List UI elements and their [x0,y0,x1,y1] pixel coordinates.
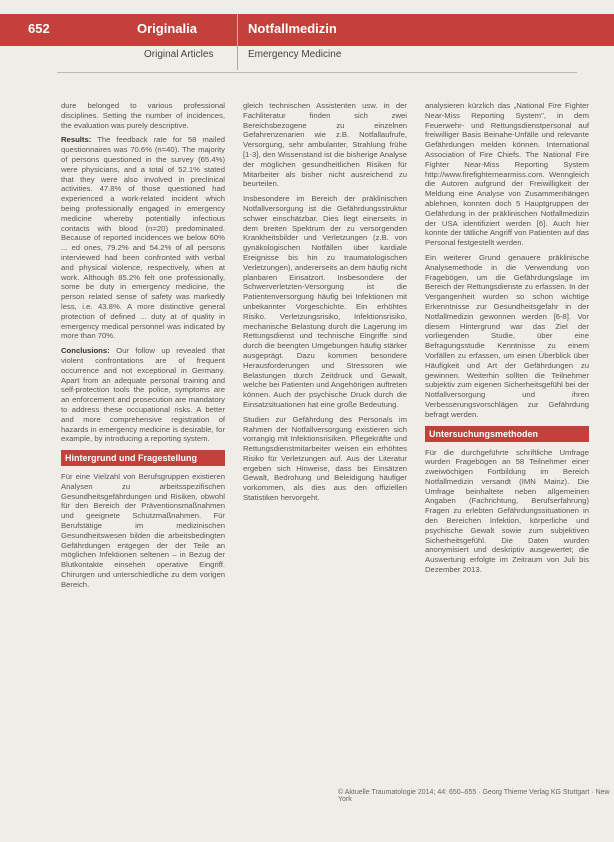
conclusions-label: Conclusions: [61,346,110,356]
paragraph: gleich technischen Assistenten usw. in der Fachliteratur finden sich zwei Bereichsbezogene zu einzelnen Gefahrenzenarien wie z.B. Notfallaufrufe, Versorgung, sehr ambulanter, Strahlung frühe [1-3], den Wissenstand ist die bisherige Analyse der möglichen gesundheitlichen Risiken für Mitarbeiter als bisher nicht ausreichend zu beurteilen. [243,101,407,189]
results-label: Results: [61,135,92,145]
column-2 [243,101,407,508]
paragraph: analysieren kürzlich das „National Fire Fighter Near-Miss Reporting System", in dem Feuerwehr- und Rettungsdienstpersonal auf freiwilliger Basis Beinahe-Unfälle und relevante Gefährdungen melden können. International Association of Fire Chiefs. The National Fire Fighter Near-Miss Reporting System http://www.firefighternearmiss.com. Wenngleich die Autoren aufgrund der Freiwilligkeit der Meldung eine Analyse von Zusammenhängen ablehnen, konnten doch 5 Hauptgruppen der Gefährdung in der präklinischen Notfallmedizin der USA identifiziert werden [6]. Auch hier konnte der tätliche Angriff von Patienten auf das Personal festgestellt werden. [425,101,589,248]
header-bar [0,14,614,46]
header-rule [57,72,577,73]
subheader-left: Original Articles [144,49,214,60]
section-heading: Hintergrund und Fragestellung [61,450,225,466]
column-3 [425,101,589,580]
footer-citation: © Aktuelle Traumatologie 2014; 44: 650–655 · Georg Thieme Verlag KG Stuttgart · New York [338,789,610,803]
conclusions-paragraph [61,346,225,444]
paragraph: Für eine Vielzahl von Berufsgruppen existieren Analysen zu arbeitsspezifischen Gesundheitsgefährdungen und Risiken, obwohl für den Bereich der Präventionsmaßnahmen und geeignete Schutzmaßnahmen. Für Berufstätige im medizinischen Gesundheitswesen bilden die arbeitsbedingten Gefährdungen entgegen der der Teile an möglichen Infektionen seltenen – in Bezug der Blutkontakte einsehen operative Eingriff. Chirurgen und unterschiedliche zu dem vorigen Bereich. [61,472,225,589]
header-divider [237,14,238,46]
section-heading: Untersuchungsmethoden [425,426,589,442]
section-label: Originalia [137,21,197,36]
conclusions-text: Our follow up revealed that violent confrontations are of frequent occurrence and not exceptional in Germany. Apart from an adequate personal training and self-protection tools the police, symptoms are an enforcement and prosecution are mandatory to address these occupational risks. A better and more comprehensive registration of hazards in emergency medicine is desirable, for example, by introducing a reporting system. [61,346,226,444]
paragraph: Für die durchgeführte schriftliche Umfrage wurden Fragebögen an 58 Teilnehmer einer zweiwöchigen Fortbildung im Bereich Notfallmedizin versandt (IMN Mainz). Die Umfrage beinhaltete neben allgemeinen Angaben (Fachrichtung, Berufserfahrung) Fragen zu erlebten Gefährdungssituationen in den Bereichen Infektion, körperliche und psychische Gewalt sowie zum subjektiven Sicherheitsgefühl. Die Daten wurden anonymisiert und deskriptiv ausgewertet; die Auswertung erfolgte im Zeitraum von Juli bis Dezember 2013. [425,447,589,575]
page-number: 652 [28,21,50,36]
paragraph: Insbesondere im Bereich der präklinischen Notfallversorgung ist die Gefährdungsstruktur schwer einschätzbar. Dies liegt einerseits in dem breiten Spektrum der zu versorgenden Krankheitsbilder und Verletzungen (z.B. von gynäkologischen Notfällen über kardiale Ereignisse bis hin zu traumatologischen Verletzungen), andererseits an dem häufig nicht planbaren Einsatzort. Insbesondere der Schwerverletzten-Versorgung ist die Patientenversorgung häufig bei Infektionen mit unbekannter Vorgeschichte. Ein erhöhtes Risiko. Verletzungsrisiko, Infektionsrisiko, mechanische Belastung durch die Lagerung im Rettungsdienst und technische Eingriffe sind durch die beengten Umgebungen häufig stärker ausgeprägt. Dazu kommen besondere Herausforderungen und Stressoren wie Belastungen durch Zeitdruck und Gewalt, welche bei Patienten und Angehörigen auftreten können. Auch der psychische Druck durch die Einsatzsituationen hat eine große Bedeutung. [243,194,407,409]
paragraph: Ein weiterer Grund genauere präklinische Analysemethode in die Verwendung von Fragebögen, um die Gefährdungslage im Bereich der Rettungsdienste zu erfassen. In der Vergangenheit wurden so schon wichtige Erkenntnisse zur Gesundheitsgefahr in der Notfallmedizin gewonnen werden [6-8]. Vor diesem Hintergrund war das Ziel der vorliegenden Studie, über eine Befragungsstudie Kenntnisse zu einem Vorfällen zu erfassen, um einen Überblick über Häufigkeit und Art der Gefährdungen zu gewinnen. Weiterhin sollten die Teilnehmer subjektiv zum eigenen Sicherheitsgefühl bei der Notfallversorgung und ihren Verbesserungsvorschlägen zur Gefährdung befragt werden. [425,252,589,419]
section-title: Notfallmedizin [248,21,337,36]
column-1 [61,101,225,595]
results-paragraph [61,135,225,341]
results-text: The feedback rate for 58 mailed questionnaires was 70.6% (n=40). The majority of persons questioned in the survey (65.4%) were physicians, and a total of 52.1% stated that they were also involved in preclinical activities. 47.8% of those questioned had experienced a work-related incident which being professionally engaged in emergency medicine whereby potentially infectious contacts with blood (n=20) predominated. Because of reported incidences we below 60% ... ed ones, 79.2% and 54.2% of all persons interviewed had been confronted with verbal and physical violence, respectively, when at work. Although 85.2% felt one professionally, some be duty in emergency medicine, the person related sense of safety was markedly less, i.e. 43.8%. A more distinctive general protection of defined ... duty at of quality in emergency medical personnel was indicated by more than 70%. [61,135,226,341]
paragraph: dure belonged to various professional disciplines. Setting the number of incidences, the evaluation was purely descriptive. [61,101,225,130]
subheader-divider [237,46,238,70]
paragraph: Studien zur Gefährdung des Personals im Rahmen der Notfallversorgung existieren sich vorrangig mit Infektionsrisiken. Pflegekräfte und Rettungsdienstmitarbeiter weisen ein erhöhtes Risiko für Verletzungen auf. Aus der Literatur ergeben sich Hinweise, dass bei Einsätzen Gewalt, Bedrohung und Beleidigung häufiger vorkommen, als dies aus den offiziellen Statistiken hervorgeht. [243,414,407,503]
subheader-right: Emergency Medicine [248,49,342,60]
